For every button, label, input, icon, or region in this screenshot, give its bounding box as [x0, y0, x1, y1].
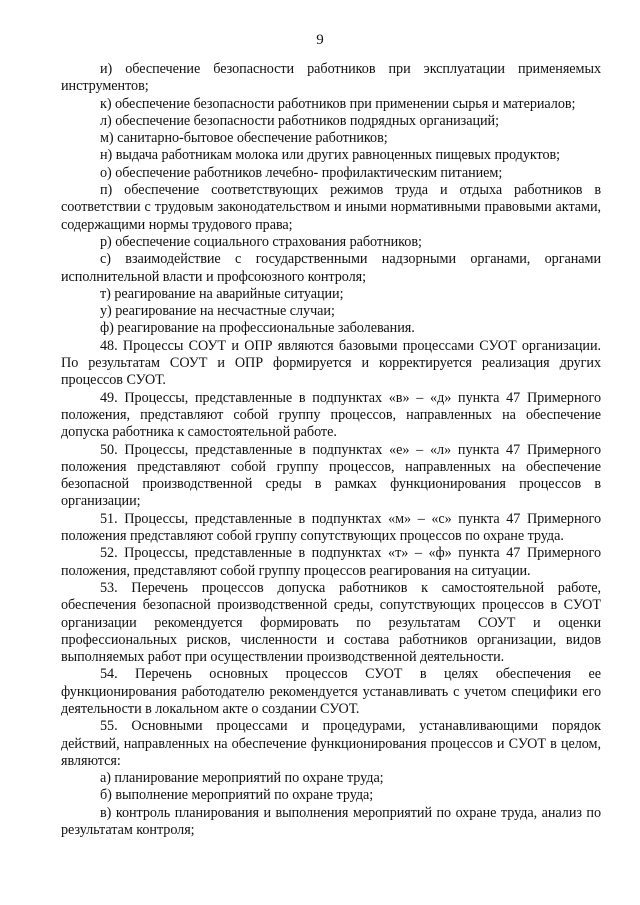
paragraph-item-u: у) реагирование на несчастные случаи;: [100, 303, 335, 320]
paragraph-item-l: л) обеспечение безопасности работников подрядных организаций;: [100, 112, 499, 129]
paragraph-54: 54. Перечень основных процессов СУОТ в целях обеспечения ее функционирования работодателю рекомендуется устанавливать с учетом специфики его деятельности в локальном акте о создании СУОТ.: [61, 666, 601, 717]
paragraph-52: 52. Процессы, представленные в подпунктах «т» – «ф» пункта 47 Примерного положения, представляют собой группу процессов реагирования на ситуации.: [61, 545, 601, 579]
paragraph-item-k: к) обеспечение безопасности работников при применении сырья и материалов;: [100, 95, 576, 112]
page-number: 9: [316, 32, 324, 48]
paragraph-item-t: т) реагирование на аварийные ситуации;: [100, 285, 344, 302]
paragraph-item-r: р) обеспечение социального страхования работников;: [100, 233, 422, 250]
paragraph-51: 51. Процессы, представленные в подпунктах «м» – «с» пункта 47 Примерного положения представляют собой группу сопутствующих процессов по охране труда.: [61, 510, 601, 545]
document-body: [61, 61, 601, 839]
paragraph-item-i: и) обеспечение безопасности работников при эксплуатации применяемых инструментов;: [61, 61, 601, 95]
paragraph-53: 53. Перечень процессов допуска работников к самостоятельной работе, обеспечения безопасной производственной среды, сопутствующих процессов в СУОТ организации рекомендуется формировать по результатам СОУТ и оценки профессиональных рисков, численности и состава работников организации, видов выполняемых работ при осуществлении производственной деятельности.: [61, 579, 601, 666]
paragraph-item-f: ф) реагирование на профессиональные заболевания.: [100, 320, 415, 337]
paragraph-item-n: н) выдача работникам молока или других равноценных пищевых продуктов;: [100, 147, 561, 164]
paragraph-55-item-b: б) выполнение мероприятий по охране труда;: [100, 787, 374, 804]
paragraph-item-p: п) обеспечение соответствующих режимов труда и отдыха работников в соответствии с трудовым законодательством и иными нормативными правовыми актами, содержащими нормы трудового права;: [61, 182, 601, 233]
paragraph-50: 50. Процессы, представленные в подпунктах «е» – «л» пункта 47 Примерного положения представляют собой группу процессов, направленных на обеспечение безопасной производственной среды в рамках функционирования процессов в организации;: [61, 441, 601, 510]
paragraph-49: 49. Процессы, представленные в подпунктах «в» – «д» пункта 47 Примерного положения, представляют собой группу процессов, направленных на обеспечение допуска работника к самостоятельной работе.: [61, 389, 601, 441]
paragraph-55-item-a: а) планирование мероприятий по охране труда;: [100, 770, 384, 787]
paragraph-48: 48. Процессы СОУТ и ОПР являются базовыми процессами СУОТ организации. По результатам СОУТ и ОПР формируется и корректируется реализация других процессов СУОТ.: [61, 337, 601, 389]
paragraph-55-item-v: в) контроль планирования и выполнения мероприятий по охране труда, анализ по результатам контроля;: [61, 804, 601, 839]
paragraph-item-m: м) санитарно-бытовое обеспечение работников;: [100, 130, 388, 147]
paragraph-55: 55. Основными процессами и процедурами, устанавливающими порядок действий, направленных на обеспечение функционирования процессов и СУОТ в целом, являются:: [61, 718, 601, 769]
paragraph-item-s: с) взаимодействие с государственными надзорными органами, органами исполнительной власти и профсоюзного контроля;: [61, 251, 601, 285]
paragraph-item-o: о) обеспечение работников лечебно- профилактическим питанием;: [100, 164, 503, 181]
